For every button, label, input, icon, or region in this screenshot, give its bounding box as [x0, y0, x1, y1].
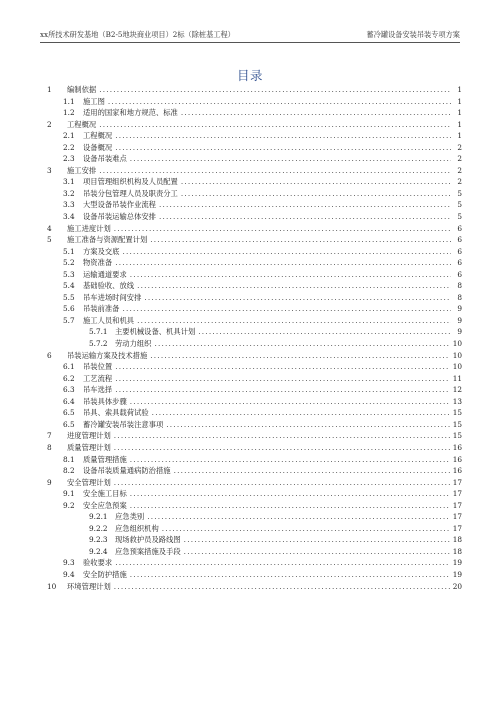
toc-entry-number: 9.4	[63, 569, 75, 579]
toc-entry[interactable]	[47, 199, 462, 211]
toc-entry-title: 工程概况	[67, 119, 97, 129]
toc-entry-title: 吊车选择	[83, 385, 113, 395]
toc-entry-number: 6	[47, 350, 52, 360]
toc-entry[interactable]	[47, 211, 462, 223]
toc-entry[interactable]	[47, 165, 462, 177]
toc-entry[interactable]	[47, 546, 462, 558]
toc-entry-page: 5	[457, 200, 462, 210]
toc-entry-title: 设备吊装难点	[83, 154, 127, 164]
toc-entry-page: 9	[457, 304, 462, 314]
toc-leader-dots	[154, 338, 449, 350]
toc-entry-page: 1	[457, 119, 462, 129]
toc-leader-dots	[150, 234, 451, 246]
toc-leader-dots	[99, 84, 451, 96]
toc-entry-number: 8.1	[63, 454, 75, 464]
toc-entry-page: 6	[457, 223, 462, 233]
toc-entry-page: 9	[457, 315, 462, 325]
toc-entry-title: 运输通道要求	[83, 269, 127, 279]
toc-entry[interactable]	[47, 96, 462, 108]
toc-entry-number: 10	[47, 581, 57, 591]
toc-entry-page: 15	[452, 419, 462, 429]
toc-entry-title: 工艺流程	[83, 373, 113, 383]
toc-leader-dots	[144, 292, 451, 304]
toc-leader-dots	[115, 142, 451, 154]
toc-leader-dots	[114, 430, 450, 442]
toc-entry[interactable]	[47, 581, 462, 593]
toc-leader-dots	[130, 269, 451, 281]
toc-entry-title: 吊装具体步骤	[83, 396, 127, 406]
toc-entry-number: 3.4	[63, 212, 75, 222]
toc-entry[interactable]	[47, 569, 462, 581]
toc-entry-number: 5.2	[63, 258, 75, 268]
toc-entry-number: 3	[47, 165, 52, 175]
toc-entry-title: 现场救护员及路线图	[115, 535, 181, 545]
toc-entry[interactable]	[47, 373, 462, 385]
toc-leader-dots	[115, 384, 450, 396]
toc-leader-dots	[115, 557, 450, 569]
toc-entry-page: 5	[457, 212, 462, 222]
toc-entry-number: 2.2	[63, 142, 75, 152]
toc-entry[interactable]	[47, 454, 462, 466]
toc-entry-title: 施工人员和机具	[83, 315, 135, 325]
toc-entry-title: 质量管理措施	[83, 454, 127, 464]
toc-entry[interactable]	[47, 442, 462, 454]
toc-leader-dots	[130, 454, 450, 466]
toc-entry[interactable]	[47, 107, 462, 119]
toc-entry-page: 2	[457, 165, 462, 175]
toc-entry-number: 1	[47, 85, 52, 94]
toc-entry-number: 9.2.3	[89, 535, 108, 545]
toc-entry[interactable]	[47, 500, 462, 512]
toc-leader-dots	[130, 500, 450, 512]
toc-entry[interactable]	[47, 326, 462, 338]
toc-entry-title: 应急预案措施及手段	[115, 546, 181, 556]
toc-entry-title: 安全应急预案	[83, 500, 127, 510]
toc-entry-page: 1	[457, 85, 462, 94]
toc-leader-dots	[166, 419, 449, 431]
toc-entry[interactable]	[47, 465, 462, 477]
toc-entry[interactable]	[47, 176, 462, 188]
toc-entry[interactable]	[47, 119, 462, 131]
toc-entry[interactable]	[47, 407, 462, 419]
toc-entry-number: 4	[47, 223, 52, 233]
toc-entry-page: 16	[452, 454, 462, 464]
toc-entry-title: 项目管理组织机构及人员配置	[83, 177, 178, 187]
toc-entry-number: 9.2.2	[89, 523, 108, 533]
toc-entry-page: 15	[452, 431, 462, 441]
toc-entry-title: 安全管理计划	[67, 477, 111, 487]
toc-leader-dots	[114, 223, 451, 235]
toc-entry-page: 8	[457, 292, 462, 302]
toc-entry-number: 6.5	[63, 419, 75, 429]
toc-entry-page: 10	[452, 339, 462, 349]
toc-entry-page: 6	[457, 246, 462, 256]
toc-entry-page: 9	[457, 327, 462, 337]
toc-entry-number: 9	[47, 477, 52, 487]
toc-leader-dots	[130, 153, 451, 165]
toc-entry-number: 9.2	[63, 500, 75, 510]
toc-entry-number: 6.3	[63, 385, 75, 395]
toc-entry-number: 5.6	[63, 304, 75, 314]
toc-entry-title: 吊装分包管理人员及职责分工	[83, 188, 178, 198]
toc-entry-title: 进度管理计划	[67, 431, 111, 441]
toc-entry[interactable]	[47, 292, 462, 304]
toc-leader-dots	[162, 523, 450, 535]
toc-entry-number: 2	[47, 119, 52, 129]
toc-entry-number: 9.3	[63, 558, 75, 568]
toc-entry-page: 17	[452, 477, 462, 487]
toc-entry-page: 20	[452, 581, 462, 591]
toc-entry[interactable]	[47, 246, 462, 258]
toc-entry-title: 施工准备与资源配置计划	[67, 235, 148, 245]
toc-entry-number: 2.3	[63, 154, 75, 164]
toc-entry[interactable]	[47, 557, 462, 569]
toc-leader-dots	[150, 350, 449, 362]
toc-leader-dots	[181, 188, 451, 200]
toc-leader-dots	[137, 280, 451, 292]
toc-entry-page: 17	[452, 489, 462, 499]
toc-entry-title: 设备吊装质量通病防治措施	[83, 466, 171, 476]
toc-title: 目录	[236, 68, 263, 83]
toc-entry-page: 6	[457, 258, 462, 268]
toc-entry[interactable]	[47, 384, 462, 396]
toc-entry-title: 劳动力组织	[115, 339, 152, 349]
toc-leader-dots	[122, 303, 451, 315]
toc-leader-dots	[198, 326, 451, 338]
toc-entry-number: 5	[47, 235, 52, 245]
toc-leader-dots	[184, 546, 450, 558]
toc-entry-number: 2.1	[63, 131, 75, 141]
toc-entry-title: 基础验收、放线	[83, 281, 135, 291]
toc-entry[interactable]	[47, 419, 462, 431]
toc-entry-title: 物资准备	[83, 258, 113, 268]
toc-entry[interactable]	[47, 350, 462, 362]
toc-entry-page: 17	[452, 523, 462, 533]
toc-entry-number: 8	[47, 442, 52, 452]
toc-entry[interactable]	[47, 257, 462, 269]
toc-entry-number: 6.2	[63, 373, 75, 383]
toc-leader-dots	[181, 107, 451, 119]
toc-entry-title: 主要机械设备、机具计划	[115, 327, 196, 337]
toc-entry-page: 15	[452, 408, 462, 418]
toc-leader-dots	[159, 211, 451, 223]
toc-entry-page: 8	[457, 281, 462, 291]
toc-leader-dots	[108, 96, 451, 108]
toc-entry-page: 5	[457, 188, 462, 198]
toc-entry[interactable]	[47, 315, 462, 327]
toc-entry-title: 安全施工目标	[83, 489, 127, 499]
toc-entry-number: 5.3	[63, 269, 75, 279]
toc-entry-number: 3.3	[63, 200, 75, 210]
toc-entry-title: 吊装位置	[83, 362, 113, 372]
toc-entry-number: 7	[47, 431, 52, 441]
toc-entry[interactable]	[47, 153, 462, 165]
toc-leader-dots	[99, 165, 451, 177]
toc-leader-dots	[137, 315, 451, 327]
table-of-contents	[47, 84, 462, 592]
toc-entry[interactable]	[47, 223, 462, 235]
toc-entry-number: 6.5	[63, 408, 75, 418]
toc-entry-title: 吊车进场时间安排	[83, 292, 142, 302]
toc-entry-title: 工程概况	[83, 131, 113, 141]
toc-entry-page: 6	[457, 269, 462, 279]
toc-entry-title: 大型设备吊装作业流程	[83, 200, 156, 210]
toc-entry[interactable]	[47, 269, 462, 281]
toc-entry-title: 设备吊装运输总体安排	[83, 212, 156, 222]
toc-entry-number: 9.1	[63, 489, 75, 499]
toc-leader-dots	[99, 119, 451, 131]
toc-leader-dots	[130, 569, 450, 581]
toc-entry-page: 16	[452, 466, 462, 476]
toc-leader-dots	[115, 361, 450, 373]
toc-leader-dots	[130, 396, 450, 408]
toc-entry-number: 3.1	[63, 177, 75, 187]
toc-entry[interactable]	[47, 477, 462, 489]
toc-entry[interactable]	[47, 523, 462, 535]
toc-entry-page: 18	[452, 535, 462, 545]
toc-entry-page: 1	[457, 108, 462, 118]
toc-entry[interactable]	[47, 84, 462, 96]
toc-entry-title: 施工安排	[67, 165, 97, 175]
toc-entry-title: 方案及交底	[83, 246, 120, 256]
toc-entry-number: 6.4	[63, 396, 75, 406]
toc-leader-dots	[174, 465, 450, 477]
toc-entry-page: 2	[457, 142, 462, 152]
toc-entry-page: 18	[452, 546, 462, 556]
toc-entry-page: 10	[452, 350, 462, 360]
toc-entry-title: 设备概况	[83, 142, 113, 152]
toc-entry-number: 5.4	[63, 281, 75, 291]
toc-entry-number: 5.7	[63, 315, 75, 325]
toc-entry-number: 5.7.2	[89, 339, 108, 349]
toc-entry[interactable]	[47, 430, 462, 442]
toc-entry-number: 9.2.4	[89, 546, 108, 556]
toc-entry-page: 1	[457, 131, 462, 141]
toc-entry-title: 吊具、索具载荷试验	[83, 408, 149, 418]
toc-entry-title: 环境管理计划	[67, 581, 111, 591]
toc-entry-title: 质量管理计划	[67, 442, 111, 452]
toc-entry-number: 6.1	[63, 362, 75, 372]
toc-entry[interactable]	[47, 488, 462, 500]
toc-entry-number: 5.7.1	[89, 327, 108, 337]
toc-entry-page: 17	[452, 512, 462, 522]
toc-leader-dots	[115, 373, 450, 385]
toc-entry[interactable]	[47, 361, 462, 373]
toc-entry-number: 5.1	[63, 246, 75, 256]
toc-entry[interactable]	[47, 142, 462, 154]
toc-entry-title: 吊装运输方案及技术措施	[67, 350, 148, 360]
toc-entry-number: 9.2.1	[89, 512, 108, 522]
toc-leader-dots	[115, 257, 451, 269]
toc-entry-number: 5.5	[63, 292, 75, 302]
header-project-name: xx所技术研发基地（B2-5地块商业项目）2标（除桩基工程）	[40, 30, 235, 39]
toc-entry-title: 应急类别	[115, 512, 145, 522]
toc-entry-number: 1.1	[63, 96, 75, 106]
toc-entry-page: 19	[452, 558, 462, 568]
toc-entry-number: 1.2	[63, 108, 75, 118]
toc-entry-page: 12	[452, 385, 462, 395]
toc-entry-page: 11	[452, 373, 462, 383]
toc-entry-page: 13	[452, 396, 462, 406]
toc-entry[interactable]	[47, 338, 462, 350]
toc-entry-page: 6	[457, 235, 462, 245]
toc-entry-page: 17	[452, 500, 462, 510]
toc-entry[interactable]	[47, 280, 462, 292]
page-header	[40, 26, 460, 43]
toc-entry[interactable]	[47, 303, 462, 315]
toc-entry-page: 2	[457, 154, 462, 164]
toc-entry-page: 10	[452, 362, 462, 372]
toc-leader-dots	[152, 407, 450, 419]
toc-leader-dots	[181, 176, 451, 188]
toc-leader-dots	[114, 477, 450, 489]
toc-leader-dots	[114, 442, 450, 454]
toc-entry[interactable]	[47, 130, 462, 142]
toc-entry-title: 吊装前准备	[83, 304, 120, 314]
toc-entry-title: 验收要求	[83, 558, 113, 568]
toc-leader-dots	[130, 488, 450, 500]
toc-leader-dots	[122, 246, 451, 258]
toc-leader-dots	[159, 199, 451, 211]
toc-entry-page: 19	[452, 569, 462, 579]
toc-leader-dots	[115, 130, 451, 142]
toc-entry-title: 施工图	[83, 96, 105, 106]
toc-entry[interactable]	[47, 234, 462, 246]
toc-entry-title: 适用的国家和地方规范、标准	[83, 108, 178, 118]
toc-entry-page: 16	[452, 442, 462, 452]
toc-entry-page: 2	[457, 177, 462, 187]
toc-entry-number: 3.2	[63, 188, 75, 198]
toc-entry[interactable]	[47, 396, 462, 408]
toc-leader-dots	[114, 581, 450, 593]
toc-leader-dots	[184, 534, 450, 546]
toc-entry-page: 1	[457, 96, 462, 106]
toc-leader-dots	[147, 511, 450, 523]
toc-entry[interactable]	[47, 188, 462, 200]
toc-entry[interactable]	[47, 534, 462, 546]
toc-entry-title: 蓄冷罐安装吊装注意事项	[83, 419, 164, 429]
toc-entry-title: 安全防护措施	[83, 569, 127, 579]
header-document-name: 蓄冷罐设备安装吊装专项方案	[366, 30, 460, 39]
toc-entry-title: 应急组织机构	[115, 523, 159, 533]
toc-entry[interactable]	[47, 511, 462, 523]
toc-entry-number: 8.2	[63, 466, 75, 476]
toc-entry-title: 编制依据	[67, 85, 97, 94]
toc-entry-title: 施工进度计划	[67, 223, 111, 233]
